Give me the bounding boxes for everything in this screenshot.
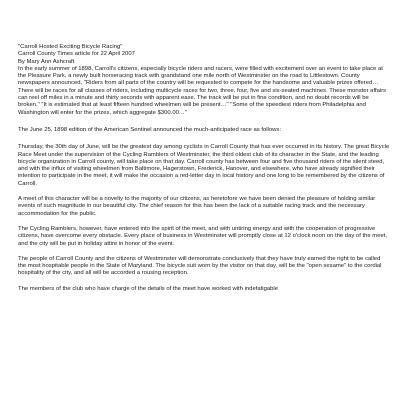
paragraph-members: The members of the club who have charge of the details of the meet have worked with indefatigable — [18, 285, 278, 292]
paragraph-sentinel-intro: The June 25, 1898 edition of the American Sentinel announced the much-anticipated race as follows: — [18, 126, 281, 133]
paragraph-race-day: Thursday, the 30th day of June, will be the greatest day among cyclists in Carroll County that has ever occurred in its history. The great Bicycle Race Meet under the supervision of the Cycling Ramblers of Westminster, the third oldest club of its character in the State, and the leading bicycle organization in Carroll county, will take place on that day. Carroll county has between four and five thousand riders of the silent steed, and with the influx of visiting wheelmen from Baltimore, Hagerstown, Frederick, Hanover, and elsewhere, who have already signified their intention to participate in the meet, it will make the occasion a red-letter day in local history and one long to be remembered by the citizens of Carroll. — [18, 144, 390, 187]
article-title: "Carroll Hosted Exciting Bicycle Racing" — [18, 44, 123, 50]
paragraph-ramblers: The Cycling Ramblers, however, have entered into the spirit of the meet, and with untiring energy and with the cooperation of progressive citizens, have overcome every obstacle. Every place of business in Westminster will promptly close at 12 o'clock noon on the day of the meet, and the city will be put in holiday attire in honor of the event. — [18, 225, 388, 247]
paragraph-hospitality: The people of Carroll County and the citizens of Westminster will demonstrate conclusively that they have truly earned the right to be called the most hospitable people in the State of Maryland. The bicycle suit worn by the visitor on that day, will be the "open sesame" to the cordial hospitality of the city, and all will be accorded a rousing reception. — [18, 255, 382, 277]
article-byline: By Mary Ann Ashcraft — [18, 58, 75, 65]
article-source: Carroll County Times article for 22 April 2007 — [18, 51, 135, 58]
paragraph-intro: In the early summer of 1898, Carroll's citizens, especially bicycle riders and racers, were filled with excitement over an event to take place at the Pleasure Park, a newly built horseracing track with grandstand one mile north of Westminster on the road to Littlestown. County newspapers announced, "Riders from all parts of the country will be requested to compete for the handsome and valuable prizes offered…There will be races for all classes of riders, including multicycle races for two, three, four, five and six-seated machines. These monster affairs can reel off miles in a minute and thirty seconds with apparent ease. The track will be put in fine condition, and no doubt records will be broken." "It is estimated that at least fifteen hundred wheelmen will be present…" "Some of the speediest riders from Philadelphia and Washington will enter for the prizes, which aggregate $300.00…" — [18, 65, 387, 116]
document-page — [18, 44, 390, 293]
paragraph-novelty: A meet of this character will be a novelty to the majority of our citizens, as heretofore we have been denied the pleasure of holding similar events of such magnitude in our beautiful city. The chief reason for this has been the lack of a suitable racing track and the necessary accommodation for the public. — [18, 196, 376, 217]
